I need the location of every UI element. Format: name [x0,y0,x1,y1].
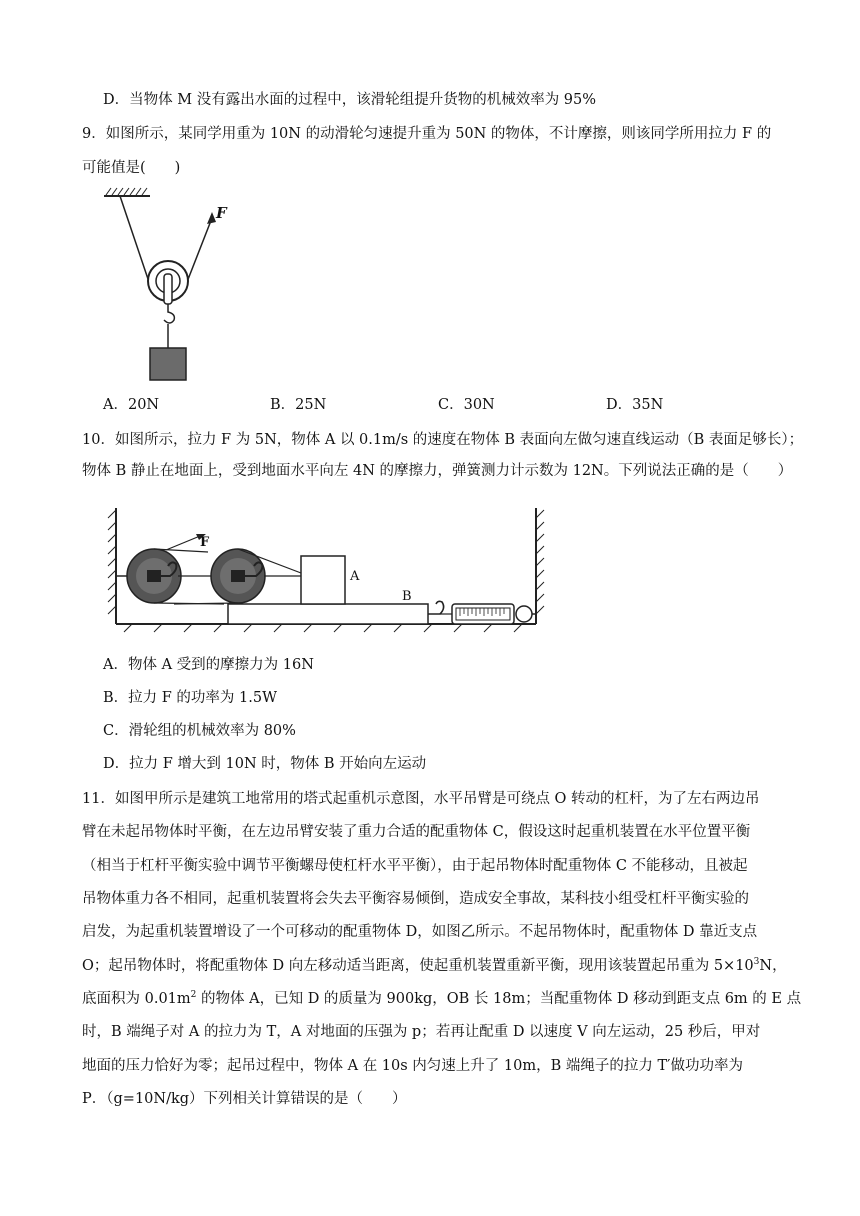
q11-stem-line5: 启发，为起重机装置增设了一个可移动的配重物体 D，如图乙所示。不起吊物体时，配重物体 D 靠近支点 [82,924,758,940]
q9-pulley-figure [100,186,240,386]
q10-stem-line2: 物体 B 静止在地面上，受到地面水平向左 4N 的摩擦力，弹簧测力计示数为 12N。下列说法正确的是（ ） [82,463,793,479]
q9-stem-line2: 可能值是( ) [82,160,181,176]
q10-option-c: C．滑轮组的机械效率为 80% [103,723,296,739]
q11-stem-line1: 11．如图甲所示是建筑工地常用的塔式起重机示意图，水平吊臂是可绕点 O 转动的杠杆，为了左右两边吊 [82,791,760,807]
q10-pulley-figure [104,504,548,634]
q11-stem-line4: 吊物体重力各不相同，起重机装置将会失去平衡容易倾倒，造成安全事故，某科技小组受杠杆平衡实验的 [82,891,749,907]
q9-stem-line1: 9．如图所示，某同学用重为 10N 的动滑轮匀速提升重为 50N 的物体，不计摩擦，则该同学所用拉力 F 的 [82,126,772,142]
q10-option-d: D．拉力 F 增大到 10N 时，物体 B 开始向左运动 [103,756,427,772]
q9-option-d: D．35N [606,397,664,413]
q10-stem-line1: 10．如图所示，拉力 F 为 5N，物体 A 以 0.1m/s 的速度在物体 B 表面向左做匀速直线运动（B 表面足够长）； [82,432,804,448]
q9-option-b: B．25N [270,397,327,413]
q9-option-c: C．30N [438,397,495,413]
q11-stem-line8: 时，B 端绳子对 A 的拉力为 T，A 对地面的压强为 p；若再让配重 D 以速度 V 向左运动，25 秒后，甲对 [82,1024,761,1040]
q10-label-b: B [402,589,412,604]
q11-stem-line2: 臂在未起吊物体时平衡，在左边吊臂安装了重力合适的配重物体 C，假设这时起重机装置在水平位置平衡 [82,824,751,840]
q10-label-a: A [350,569,360,584]
q11-stem-line9: 地面的压力恰好为零；起吊过程中，物体 A 在 10s 内匀速上升了 10m，B 端绳子的拉力 T′做功功率为 [82,1058,743,1074]
q11-stem-line10: P．（g=10N/kg）下列相关计算错误的是（ ） [82,1091,407,1107]
q11-stem-line7: 底面积为 $0.01m^2$ 的物体 A，已知 D 的质量为 900kg，OB 长 18m；当配重物体 D 移动到距支点 6m 的 E 点 [82,990,802,1007]
q11-stem-line6: O；起吊物体时，将配重物体 D 向左移动适当距离，使起重机装置重新平衡，现用该装置起吊重为 $5\times 10^3N$， [82,957,787,974]
q9-option-a: A．20N [103,397,160,413]
q11-stem-line3: （相当于杠杆平衡实验中调节平衡螺母使杠杆水平平衡），由于起吊物体时配重物体 C 不能移动，且被起 [82,858,748,874]
q10-option-b: B．拉力 F 的功率为 1.5W [103,690,278,706]
q10-label-f: F [200,535,210,550]
q9-label-f: F [216,204,227,222]
q8-option-d: D．当物体 M 没有露出水面的过程中，该滑轮组提升货物的机械效率为 95% [103,92,597,108]
q10-option-a: A．物体 A 受到的摩擦力为 16N [103,657,314,673]
